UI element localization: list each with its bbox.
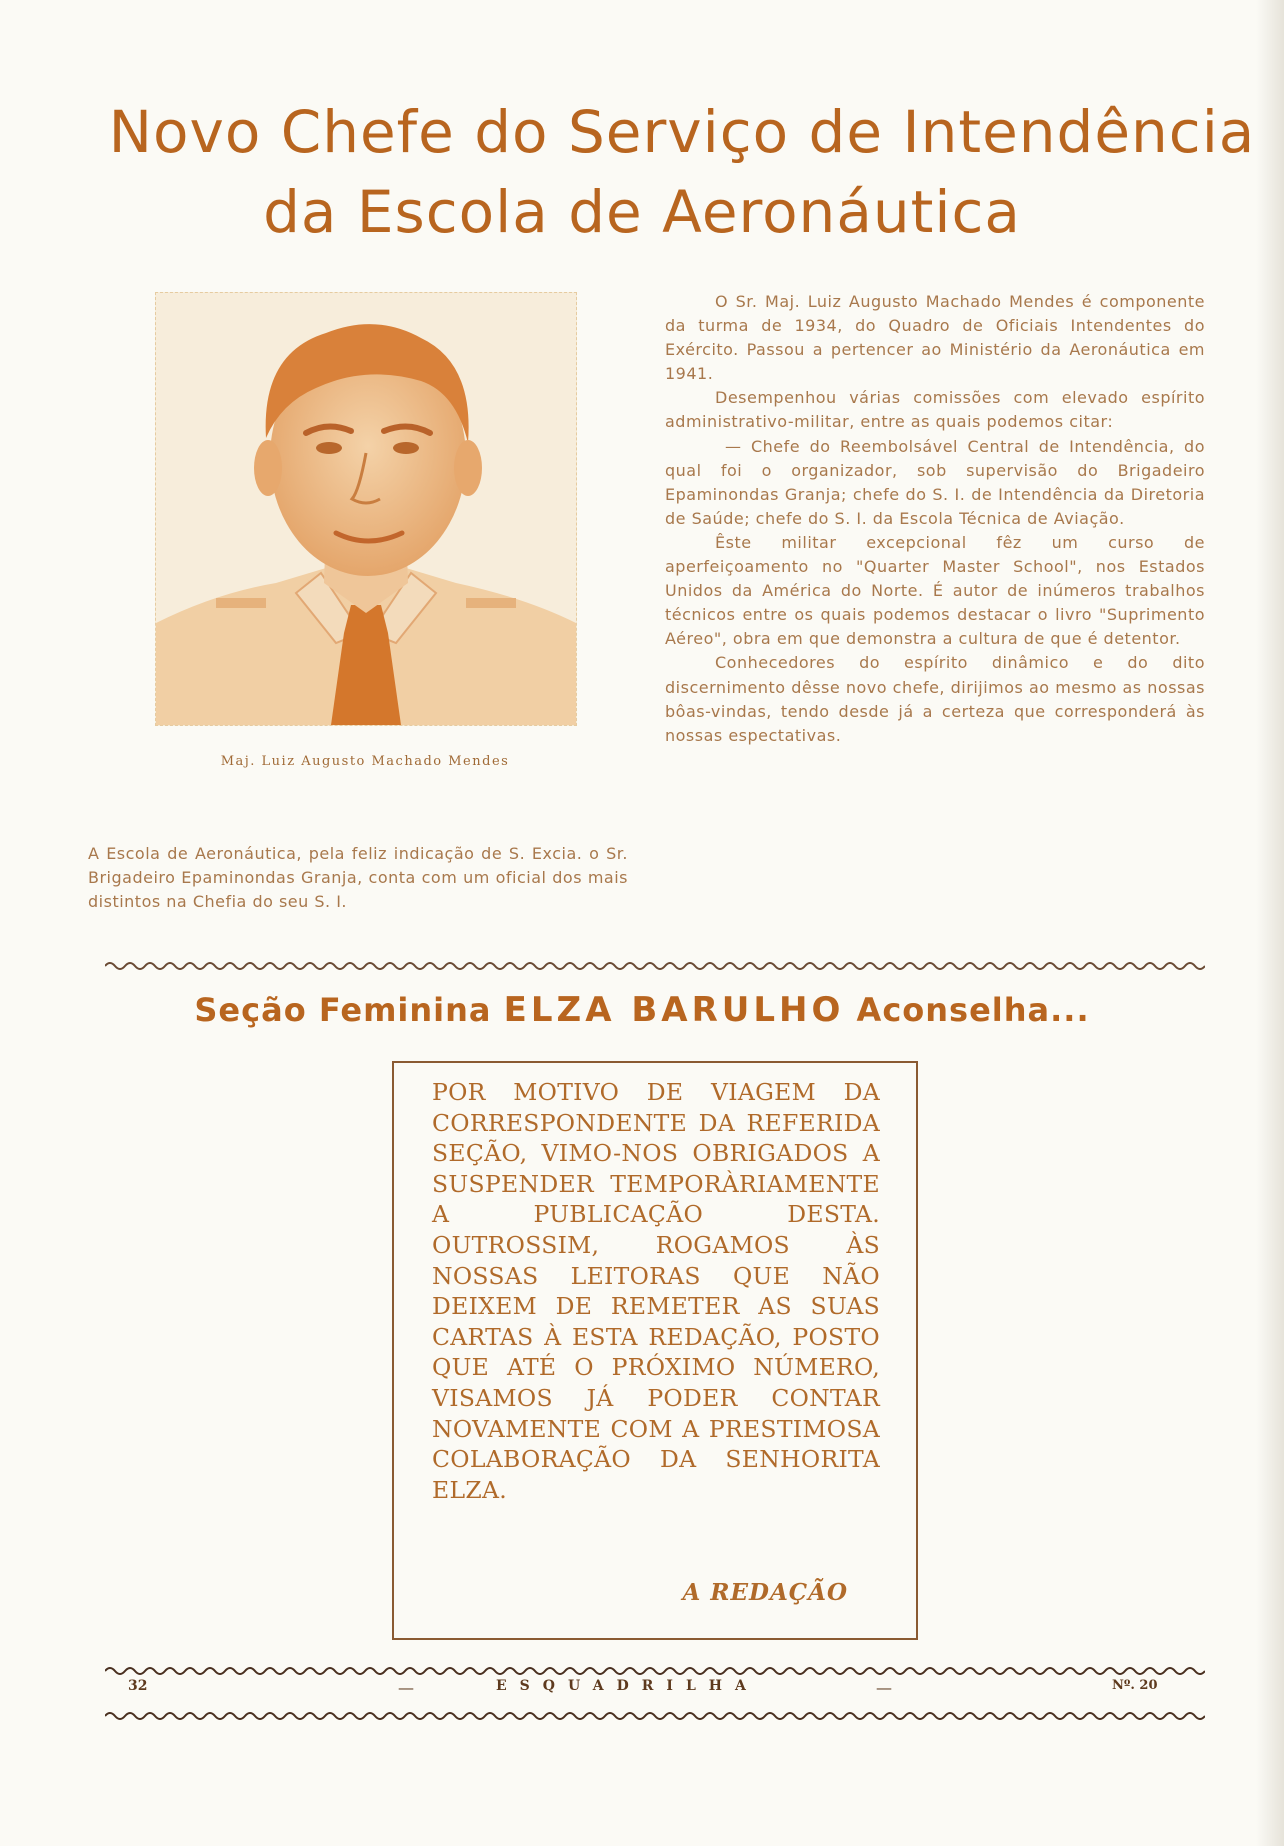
footer-wavy-divider-top bbox=[105, 1665, 1205, 1677]
notice-box bbox=[392, 1061, 918, 1640]
portrait-illustration bbox=[156, 293, 576, 725]
article-title-line-1: Novo Chefe do Serviço de Intendência bbox=[108, 98, 1256, 166]
wavy-divider bbox=[105, 960, 1205, 972]
section-heading bbox=[0, 990, 1284, 1030]
article-paragraph: Êste militar excepcional fêz um curso de aperfeiçoamento no "Quarter Master School", nos Estados Unidos da América do Norte. É autor de inúmeros trabalhos técnicos entre os quais podemos destacar o livro "Suprimento Aéreo", obra em que demonstra a cultura de que é detentor. bbox=[665, 532, 1205, 649]
page-number: 32 bbox=[128, 1678, 148, 1694]
article-body bbox=[665, 290, 1205, 748]
issue-number: Nº. 20 bbox=[1112, 1678, 1158, 1693]
photo-caption: Maj. Luiz Augusto Machado Mendes bbox=[220, 754, 510, 769]
footer-dash: — bbox=[876, 1678, 892, 1697]
article-intro-paragraph: A Escola de Aeronáutica, pela feliz indicação de S. Excia. o Sr. Brigadeiro Epaminondas Granja, conta com um oficial dos mais distintos na Chefia do seu S. I. bbox=[88, 844, 628, 911]
notice-signature: A REDAÇÃO bbox=[682, 1579, 848, 1606]
article-paragraph: — Chefe do Reembolsável Central de Intendência, do qual foi o organizador, sob supervisão do Brigadeiro Epaminondas Granja; chefe do S. I. de Intendência da Diretoria de Saúde; chefe do S. I. da Escola Técnica de Aviação. bbox=[665, 436, 1205, 528]
article-paragraph: Desempenhou várias comissões com elevado espírito administrativo-militar, entre as quais podemos citar: bbox=[665, 388, 1205, 432]
page-edge-shadow bbox=[1256, 0, 1284, 1846]
article-title-line-2: da Escola de Aeronáutica bbox=[263, 178, 1021, 246]
article-paragraph: Conhecedores do espírito dinâmico e do dito discernimento dêsse novo chefe, dirijimos ao mesmo as nossas bôas-vindas, tendo desde já a certeza que corresponderá às nossas espectativas. bbox=[665, 653, 1205, 745]
section-suffix: Aconselha... bbox=[856, 991, 1090, 1029]
portrait-photo bbox=[155, 292, 577, 726]
footer-dash: — bbox=[398, 1678, 414, 1697]
notice-text: POR MOTIVO DE VIAGEM DA CORRESPONDENTE DA REFERIDA SEÇÃO, VIMO-NOS OBRIGADOS A SUSPENDER TEMPORÀRIAMENTE A PUBLICAÇÃO DESTA. OUTROSSIM, ROGAMOS ÀS NOSSAS LEITORAS QUE NÃO DEIXEM DE REMETER AS SUAS CARTAS À ESTA REDAÇÃO, POSTO QUE ATÉ O PRÓXIMO NÚMERO, VISAMOS JÁ PODER CONTAR NOVAMENTE COM A PRESTIMOSA COLABORAÇÃO DA SENHORITA ELZA. bbox=[432, 1078, 880, 1504]
magazine-name: ESQUADRILHA bbox=[496, 1678, 759, 1694]
article-paragraph: O Sr. Maj. Luiz Augusto Machado Mendes é componente da turma de 1934, do Quadro de Oficiais Intendentes do Exército. Passou a pertencer ao Ministério da Aeronáutica em 1941. bbox=[665, 292, 1205, 384]
section-columnist-name: ELZA BARULHO bbox=[503, 990, 845, 1030]
section-prefix: Seção Feminina bbox=[194, 991, 492, 1029]
footer-wavy-divider-bottom bbox=[105, 1710, 1205, 1722]
page-footer bbox=[0, 1678, 1284, 1708]
